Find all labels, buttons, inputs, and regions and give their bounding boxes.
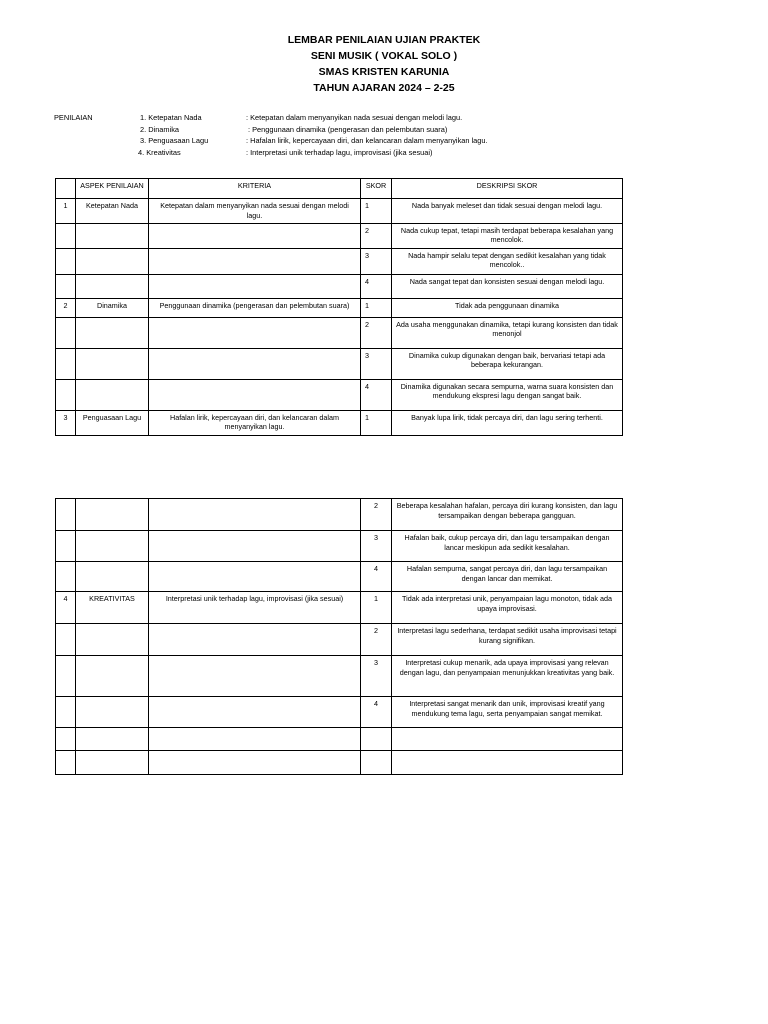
cell-no <box>56 348 76 379</box>
cell-kriteria <box>149 348 361 379</box>
title-line-3: SMAS KRISTEN KARUNIA <box>318 66 450 78</box>
cell-skor: 1 <box>361 298 392 317</box>
header-skor: SKOR <box>361 179 392 199</box>
cell-kriteria <box>149 697 361 728</box>
cell-aspek <box>76 562 149 592</box>
penilaian-item <box>54 112 714 124</box>
cell-kriteria: Interpretasi unik terhadap lagu, improvisasi (jika sesuai) <box>149 592 361 624</box>
cell-skor: 1 <box>361 199 392 224</box>
penilaian-label: PENILAIAN <box>54 113 93 122</box>
cell-deskripsi: Dinamika digunakan secara sempurna, warna suara konsisten dan mendukung ekspresi lagu dengan sangat baik. <box>392 379 623 410</box>
penilaian-item <box>54 147 714 159</box>
cell-kriteria <box>149 499 361 531</box>
document-header <box>0 32 768 96</box>
cell-kriteria <box>149 248 361 274</box>
cell-kriteria <box>149 531 361 562</box>
penilaian-item-desc: : Ketepatan dalam menyanyikan nada sesuai dengan melodi lagu. <box>246 113 463 122</box>
cell-skor <box>361 751 392 775</box>
cell-deskripsi: Nada hampir selalu tepat dengan sedikit kesalahan yang tidak mencolok.. <box>392 248 623 274</box>
header-kriteria: KRITERIA <box>149 179 361 199</box>
cell-skor <box>361 728 392 751</box>
penilaian-item-desc: : Penggunaan dinamika (pengerasan dan pelembutan suara) <box>248 124 448 134</box>
cell-skor: 3 <box>361 348 392 379</box>
cell-no <box>56 317 76 348</box>
cell-skor: 1 <box>361 410 392 435</box>
cell-deskripsi: Dinamika cukup digunakan dengan baik, bervariasi tetapi ada beberapa kekurangan. <box>392 348 623 379</box>
table-row <box>56 348 623 379</box>
cell-deskripsi: Beberapa kesalahan hafalan, percaya diri kurang konsisten, dan lagu tersampaikan dengan beberapa gangguan. <box>392 499 623 531</box>
cell-no <box>56 248 76 274</box>
cell-kriteria <box>149 624 361 656</box>
cell-skor: 4 <box>361 562 392 592</box>
rubric-table-page-1 <box>55 178 623 436</box>
cell-aspek: Ketepatan Nada <box>76 199 149 224</box>
cell-deskripsi: Interpretasi cukup menarik, ada upaya improvisasi yang relevan dengan lagu, dan penyampaian menunjukkan kreativitas yang baik. <box>392 656 623 697</box>
cell-deskripsi <box>392 728 623 751</box>
penilaian-item-name: 1. Ketepatan Nada <box>140 113 202 122</box>
cell-deskripsi: Hafalan sempurna, sangat percaya diri, dan lagu tersampaikan dengan lancar dan memikat. <box>392 562 623 592</box>
cell-kriteria <box>149 274 361 298</box>
cell-kriteria <box>149 379 361 410</box>
cell-aspek: Dinamika <box>76 298 149 317</box>
penilaian-item <box>54 135 714 147</box>
cell-aspek <box>76 697 149 728</box>
cell-deskripsi: Nada cukup tepat, tetapi masih terdapat beberapa kesalahan yang mencolok. <box>392 223 623 248</box>
cell-aspek <box>76 751 149 775</box>
header-no <box>56 179 76 199</box>
rubric-table-page-2 <box>55 498 623 775</box>
cell-aspek <box>76 531 149 562</box>
header-deskripsi: DESKRIPSI SKOR <box>392 179 623 199</box>
cell-skor: 4 <box>361 274 392 298</box>
cell-no: 4 <box>56 592 76 624</box>
cell-aspek <box>76 348 149 379</box>
cell-kriteria <box>149 751 361 775</box>
cell-skor: 4 <box>361 379 392 410</box>
title-line-4: TAHUN AJARAN 2024 – 2-25 <box>313 82 455 94</box>
cell-skor: 3 <box>361 656 392 697</box>
table-row <box>56 592 623 624</box>
cell-deskripsi: Nada banyak meleset dan tidak sesuai dengan melodi lagu. <box>392 199 623 224</box>
table-row <box>56 199 623 224</box>
cell-aspek <box>76 728 149 751</box>
cell-skor: 2 <box>361 499 392 531</box>
table-row <box>56 531 623 562</box>
cell-skor: 3 <box>361 531 392 562</box>
table-row <box>56 223 623 248</box>
cell-skor: 2 <box>361 317 392 348</box>
cell-aspek: KREATIVITAS <box>76 592 149 624</box>
table-row <box>56 248 623 274</box>
cell-no <box>56 274 76 298</box>
cell-no: 1 <box>56 199 76 224</box>
cell-no <box>56 562 76 592</box>
table-row <box>56 624 623 656</box>
cell-no <box>56 379 76 410</box>
header-aspek: ASPEK PENILAIAN <box>76 179 149 199</box>
table-row <box>56 274 623 298</box>
cell-deskripsi: Tidak ada penggunaan dinamika <box>392 298 623 317</box>
cell-kriteria <box>149 562 361 592</box>
table-row <box>56 697 623 728</box>
cell-aspek <box>76 656 149 697</box>
cell-deskripsi: Nada sangat tepat dan konsisten sesuai dengan melodi lagu. <box>392 274 623 298</box>
cell-skor: 2 <box>361 624 392 656</box>
cell-no <box>56 751 76 775</box>
table-row <box>56 298 623 317</box>
cell-deskripsi <box>392 751 623 775</box>
cell-kriteria: Hafalan lirik, kepercayaan diri, dan kelancaran dalam menyanyikan lagu. <box>149 410 361 435</box>
cell-no <box>56 531 76 562</box>
cell-no <box>56 728 76 751</box>
cell-kriteria <box>149 656 361 697</box>
cell-aspek <box>76 274 149 298</box>
cell-aspek <box>76 499 149 531</box>
penilaian-item-name: 3. Penguasaan Lagu <box>140 136 209 145</box>
penilaian-item-desc: : Hafalan lirik, kepercayaan diri, dan kelancaran dalam menyanyikan lagu. <box>246 136 488 145</box>
table-header-row <box>56 179 623 199</box>
table-row <box>56 562 623 592</box>
cell-kriteria: Ketepatan dalam menyanyikan nada sesuai dengan melodi lagu. <box>149 199 361 224</box>
cell-no <box>56 624 76 656</box>
table-row <box>56 317 623 348</box>
cell-aspek <box>76 317 149 348</box>
table-row <box>56 379 623 410</box>
table-row <box>56 728 623 751</box>
cell-skor: 3 <box>361 248 392 274</box>
cell-kriteria <box>149 223 361 248</box>
cell-aspek: Penguasaan Lagu <box>76 410 149 435</box>
table-row <box>56 751 623 775</box>
cell-deskripsi: Ada usaha menggunakan dinamika, tetapi kurang konsisten dan tidak menonjol <box>392 317 623 348</box>
cell-aspek <box>76 379 149 410</box>
title-line-2: SENI MUSIK ( VOKAL SOLO ) <box>310 50 458 62</box>
cell-aspek <box>76 624 149 656</box>
table-row <box>56 499 623 531</box>
cell-deskripsi: Interpretasi sangat menarik dan unik, improvisasi kreatif yang mendukung tema lagu, serta penyampaian sangat memikat. <box>392 697 623 728</box>
cell-kriteria <box>149 317 361 348</box>
cell-no: 3 <box>56 410 76 435</box>
cell-skor: 4 <box>361 697 392 728</box>
penilaian-item-name: 4. Kreativitas <box>138 147 181 157</box>
cell-no <box>56 656 76 697</box>
cell-deskripsi: Banyak lupa lirik, tidak percaya diri, dan lagu sering terhenti. <box>392 410 623 435</box>
penilaian-item-name: 2. Dinamika <box>140 124 180 134</box>
cell-skor: 1 <box>361 592 392 624</box>
cell-kriteria: Penggunaan dinamika (pengerasan dan pelembutan suara) <box>149 298 361 317</box>
cell-aspek <box>76 223 149 248</box>
cell-no <box>56 223 76 248</box>
cell-no <box>56 697 76 728</box>
cell-deskripsi: Interpretasi lagu sederhana, terdapat sedikit usaha improvisasi tetapi kurang signifikan. <box>392 624 623 656</box>
cell-no <box>56 499 76 531</box>
cell-skor: 2 <box>361 223 392 248</box>
table-row <box>56 410 623 435</box>
cell-deskripsi: Hafalan baik, cukup percaya diri, dan lagu tersampaikan dengan lancar meskipun ada sedikit kesalahan. <box>392 531 623 562</box>
cell-kriteria <box>149 728 361 751</box>
table-row <box>56 656 623 697</box>
cell-no: 2 <box>56 298 76 317</box>
title-line-1: LEMBAR PENILAIAN UJIAN PRAKTEK <box>287 34 481 46</box>
cell-deskripsi: Tidak ada interpretasi unik, penyampaian lagu monoton, tidak ada upaya improvisasi. <box>392 592 623 624</box>
cell-aspek <box>76 248 149 274</box>
penilaian-item-desc: : Interpretasi unik terhadap lagu, improvisasi (jika sesuai) <box>246 147 433 157</box>
penilaian-item <box>54 124 714 136</box>
